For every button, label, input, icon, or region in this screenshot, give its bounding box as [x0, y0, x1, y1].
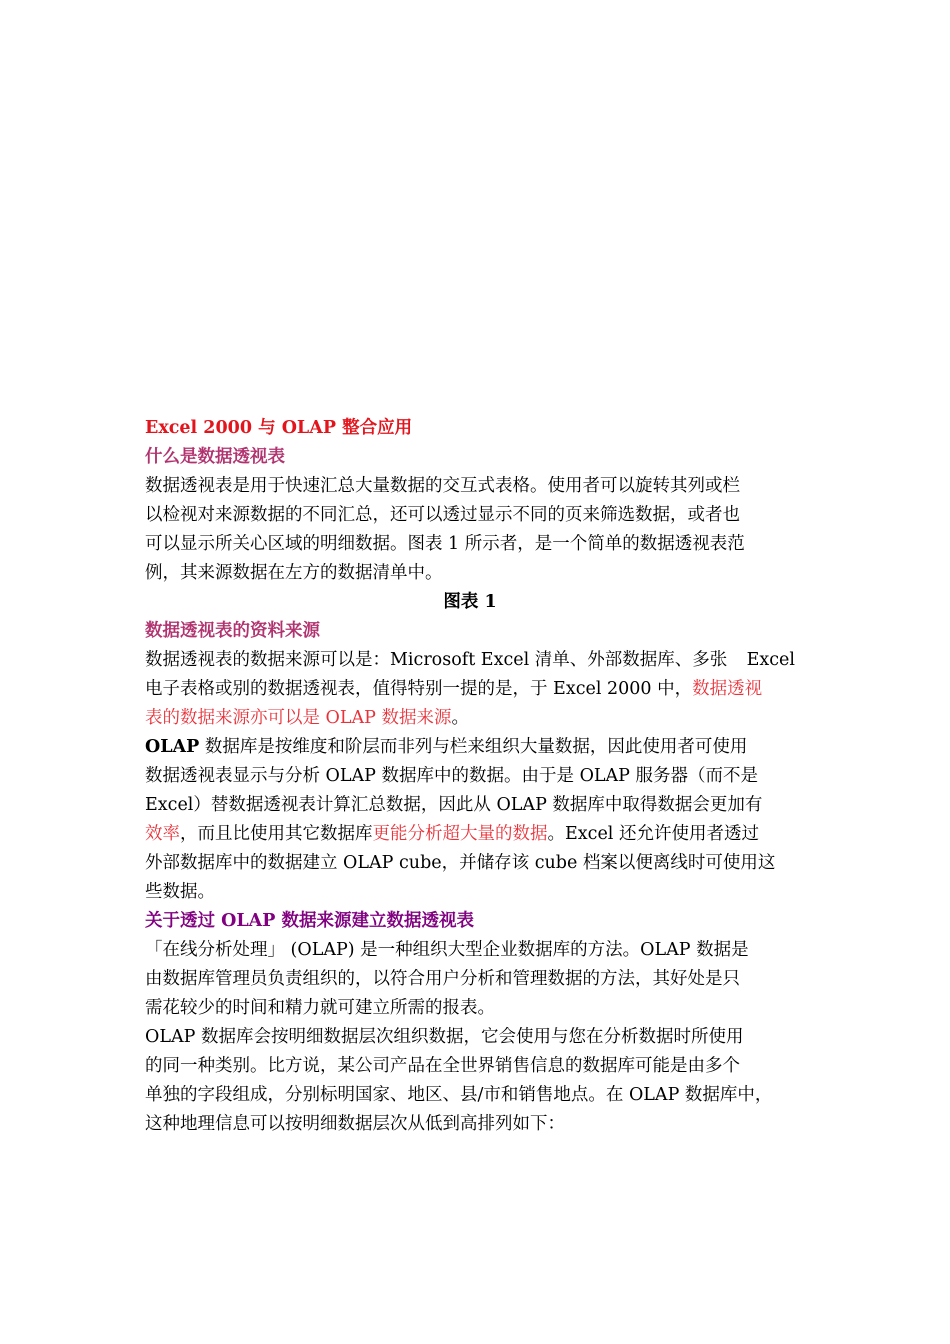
- paragraph-line: [145, 675, 825, 704]
- section-heading-olap-source: 关于透过 OLAP 数据来源建立数据透视表: [145, 911, 474, 931]
- paragraph-line: 单独的字段组成，分别标明国家、地区、县/市和销售地点。在 OLAP 数据库中，: [145, 1085, 773, 1105]
- paragraph-line: 由数据库管理员负责组织的，以符合用户分析和管理数据的方法，其好处是只: [145, 969, 740, 989]
- document-body: [145, 414, 825, 1139]
- text-run: ，而且比使用其它数据库: [180, 824, 373, 844]
- highlighted-text: 更能分析超大量的数据: [372, 824, 548, 844]
- paragraph-line: 外部数据库中的数据建立 OLAP cube，并储存该 cube 档案以便离线时可使用这: [145, 853, 776, 873]
- document-title: Excel 2000 与 OLAP 整合应用: [145, 418, 413, 438]
- text-run: 数据库是按维度和阶层而非列与栏来组织大量数据，因此使用者可使用: [199, 737, 748, 757]
- paragraph-line: [145, 646, 795, 675]
- text-run: 电子表格或别的数据透视表，值得特别一提的是，于 Excel 2000 中，: [145, 679, 693, 699]
- paragraph-line: 些数据。: [145, 882, 215, 902]
- text-run: Excel: [746, 650, 795, 670]
- paragraph-line: [145, 820, 825, 849]
- section-heading-data-source: 数据透视表的资料来源: [145, 621, 320, 641]
- paragraph-line: 可以显示所关心区域的明细数据。图表 1 所示者，是一个简单的数据透视表范: [145, 534, 745, 554]
- paragraph-line: OLAP 数据库会按明细数据层次组织数据，它会使用与您在分析数据时所使用: [145, 1027, 744, 1047]
- text-run: 。: [451, 708, 470, 728]
- highlighted-text: 效率: [145, 824, 180, 844]
- paragraph-line: 例，其来源数据在左方的数据清单中。: [145, 563, 443, 583]
- highlighted-text: 数据透视: [692, 679, 763, 699]
- paragraph-line: 需花较少的时间和精力就可建立所需的报表。: [145, 998, 495, 1018]
- text-run: 数据透视表的数据来源可以是：Microsoft Excel 清单、外部数据库、多张: [145, 650, 728, 670]
- paragraph-line: 的同一种类别。比方说，某公司产品在全世界销售信息的数据库可能是由多个: [145, 1056, 740, 1076]
- figure-caption: 图表 1: [443, 592, 497, 612]
- bold-term: OLAP: [145, 737, 200, 757]
- paragraph-line: 「在线分析处理」 (OLAP) 是一种组织大型企业数据库的方法。OLAP 数据是: [145, 940, 749, 960]
- paragraph-line: 以检视对来源数据的不同汇总，还可以透过显示不同的页来筛选数据，或者也: [145, 505, 740, 525]
- paragraph-line: Excel）替数据透视表计算汇总数据，因此从 OLAP 数据库中取得数据会更加有: [145, 795, 763, 815]
- paragraph-line: 数据透视表是用于快速汇总大量数据的交互式表格。使用者可以旋转其列或栏: [145, 476, 740, 496]
- paragraph-line: 这种地理信息可以按明细数据层次从低到高排列如下：: [145, 1114, 565, 1134]
- text-run: 。Excel 还允许使用者透过: [547, 824, 759, 844]
- paragraph-line: [145, 704, 825, 733]
- section-heading-what-is-pivot: 什么是数据透视表: [145, 447, 285, 467]
- highlighted-text: 表的数据来源亦可以是 OLAP 数据来源: [145, 708, 452, 728]
- paragraph-line: [145, 733, 825, 762]
- paragraph-line: 数据透视表显示与分析 OLAP 数据库中的数据。由于是 OLAP 服务器（而不是: [145, 766, 759, 786]
